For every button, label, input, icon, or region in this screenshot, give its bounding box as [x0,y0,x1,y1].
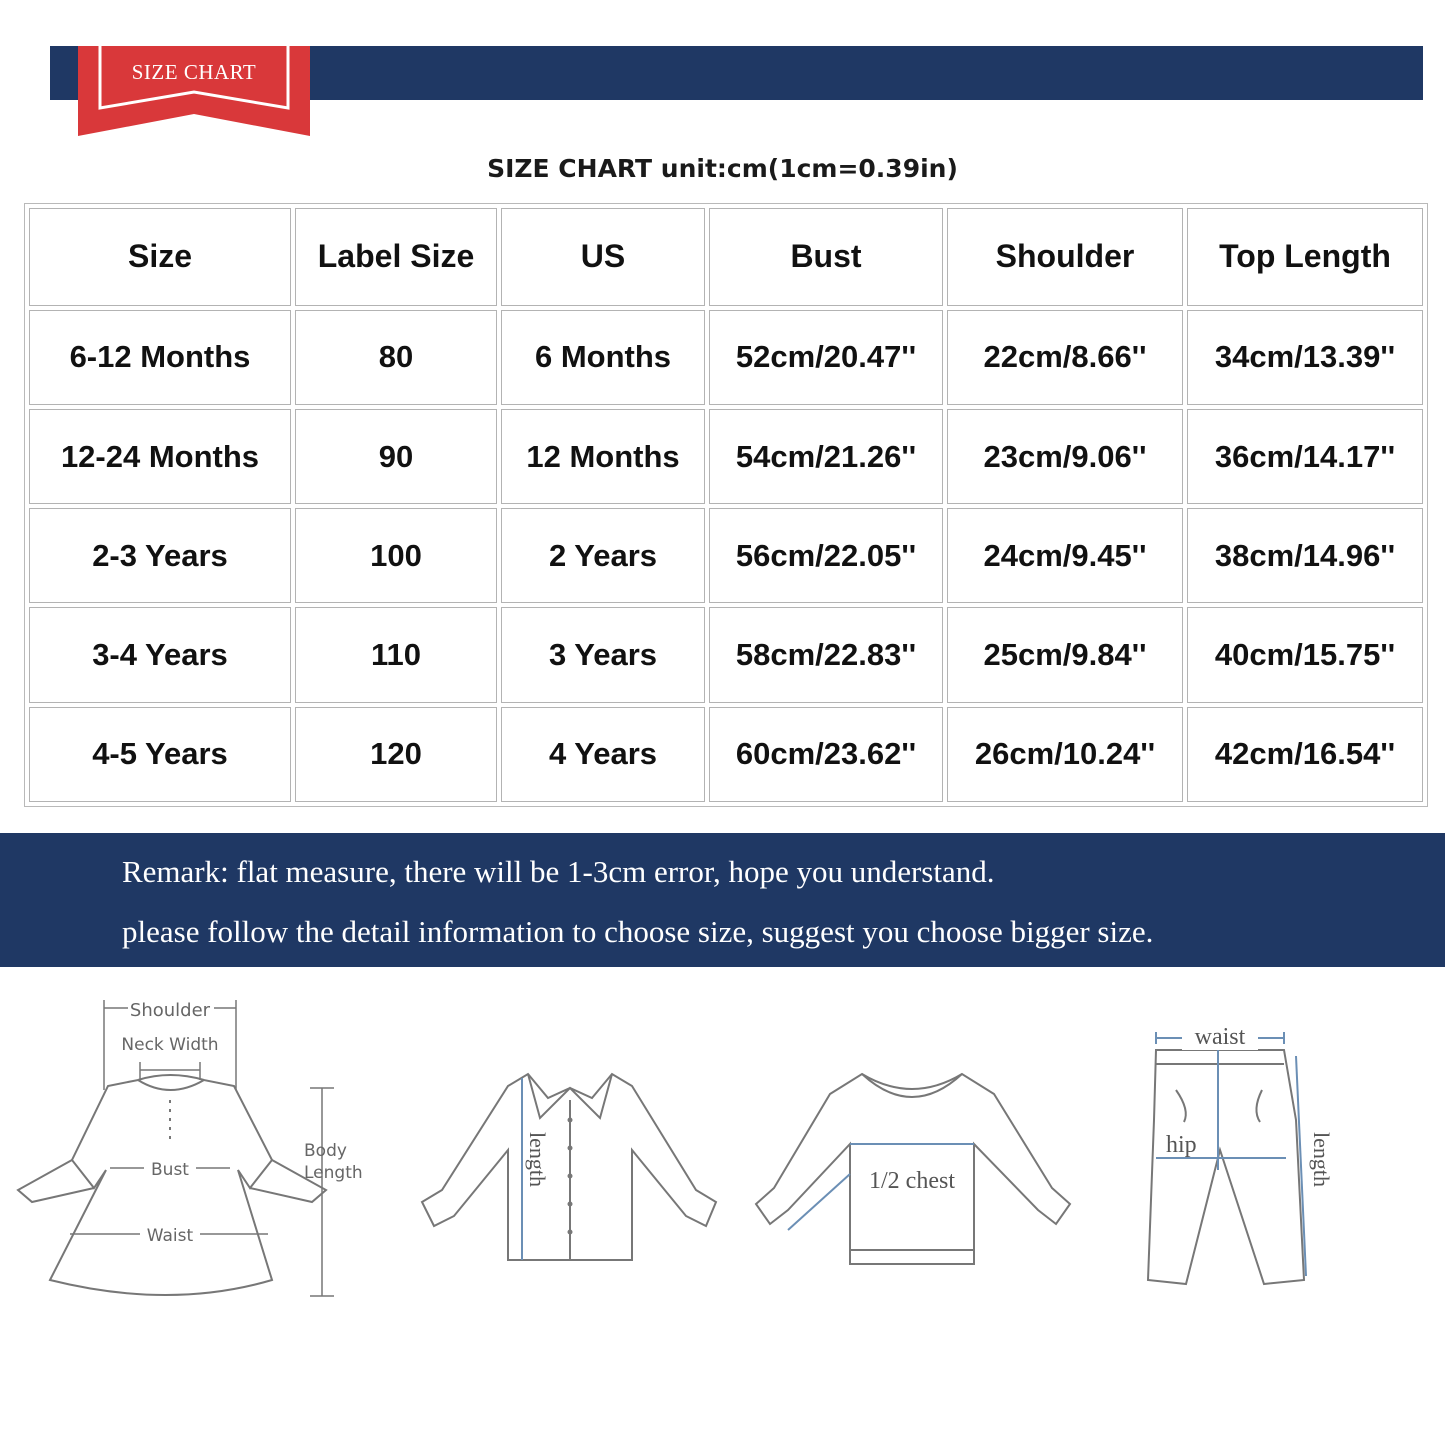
table-row [29,607,1423,702]
cell-top-length: 40cm/15.75'' [1187,607,1423,702]
cell-size: 2-3 Years [29,508,291,603]
cell-size: 3-4 Years [29,607,291,702]
cell-bust: 52cm/20.47'' [709,310,943,405]
cell-us: 12 Months [501,409,705,504]
label-neck-width: Neck Width [121,1035,219,1055]
cell-label-size: 90 [295,409,497,504]
cell-us: 4 Years [501,707,705,802]
label-pants-hip: hip [1166,1132,1197,1158]
header-size: Size [29,208,291,306]
cell-size: 12-24 Months [29,409,291,504]
cell-us: 3 Years [501,607,705,702]
ribbon-label: SIZE CHART [131,60,257,84]
shirt-diagram [410,1060,730,1270]
cell-label-size: 80 [295,310,497,405]
label-shoulder: Shoulder [129,1000,211,1021]
label-chest: 1/2 chest [869,1168,955,1194]
label-pants-length: length [1309,1132,1334,1187]
label-body: Body [304,1141,347,1161]
cell-us: 2 Years [501,508,705,603]
cell-bust: 60cm/23.62'' [709,707,943,802]
cell-top-length: 36cm/14.17'' [1187,409,1423,504]
cell-shoulder: 24cm/9.45'' [947,508,1183,603]
table-row [29,310,1423,405]
cell-top-length: 38cm/14.96'' [1187,508,1423,603]
label-pants-waist: waist [1194,1024,1246,1050]
cell-shoulder: 23cm/9.06'' [947,409,1183,504]
cell-bust: 56cm/22.05'' [709,508,943,603]
header-us: US [501,208,705,306]
table-row [29,707,1423,802]
cell-top-length: 34cm/13.39'' [1187,310,1423,405]
cell-top-length: 42cm/16.54'' [1187,707,1423,802]
table-row [29,508,1423,603]
label-bust: Bust [151,1160,189,1180]
cell-size: 4-5 Years [29,707,291,802]
cell-label-size: 120 [295,707,497,802]
pants-diagram [1136,1010,1356,1300]
cell-shoulder: 22cm/8.66'' [947,310,1183,405]
header-shoulder: Shoulder [947,208,1183,306]
cell-label-size: 100 [295,508,497,603]
header-label-size: Label Size [295,208,497,306]
size-table [24,203,1428,807]
cell-bust: 54cm/21.26'' [709,409,943,504]
cell-shoulder: 26cm/10.24'' [947,707,1183,802]
chart-title: SIZE CHART unit:cm(1cm=0.39in) [487,154,958,183]
table-header-row [29,208,1423,306]
cell-shoulder: 25cm/9.84'' [947,607,1183,702]
remark-line-1: Remark: flat measure, there will be 1-3cm error, hope you understand. [122,854,995,889]
label-length: Length [304,1163,363,1183]
header-top-length: Top Length [1187,208,1423,306]
header-bust: Bust [709,208,943,306]
dress-diagram [10,990,380,1310]
sweater-diagram [752,1064,1082,1284]
cell-size: 6-12 Months [29,310,291,405]
size-chart-ribbon [78,46,310,136]
cell-bust: 58cm/22.83'' [709,607,943,702]
label-waist: Waist [146,1226,194,1246]
label-shirt-length: length [525,1132,550,1187]
cell-label-size: 110 [295,607,497,702]
table-row [29,409,1423,504]
remark-line-2: please follow the detail information to choose size, suggest you choose bigger size. [122,914,1154,949]
cell-us: 6 Months [501,310,705,405]
